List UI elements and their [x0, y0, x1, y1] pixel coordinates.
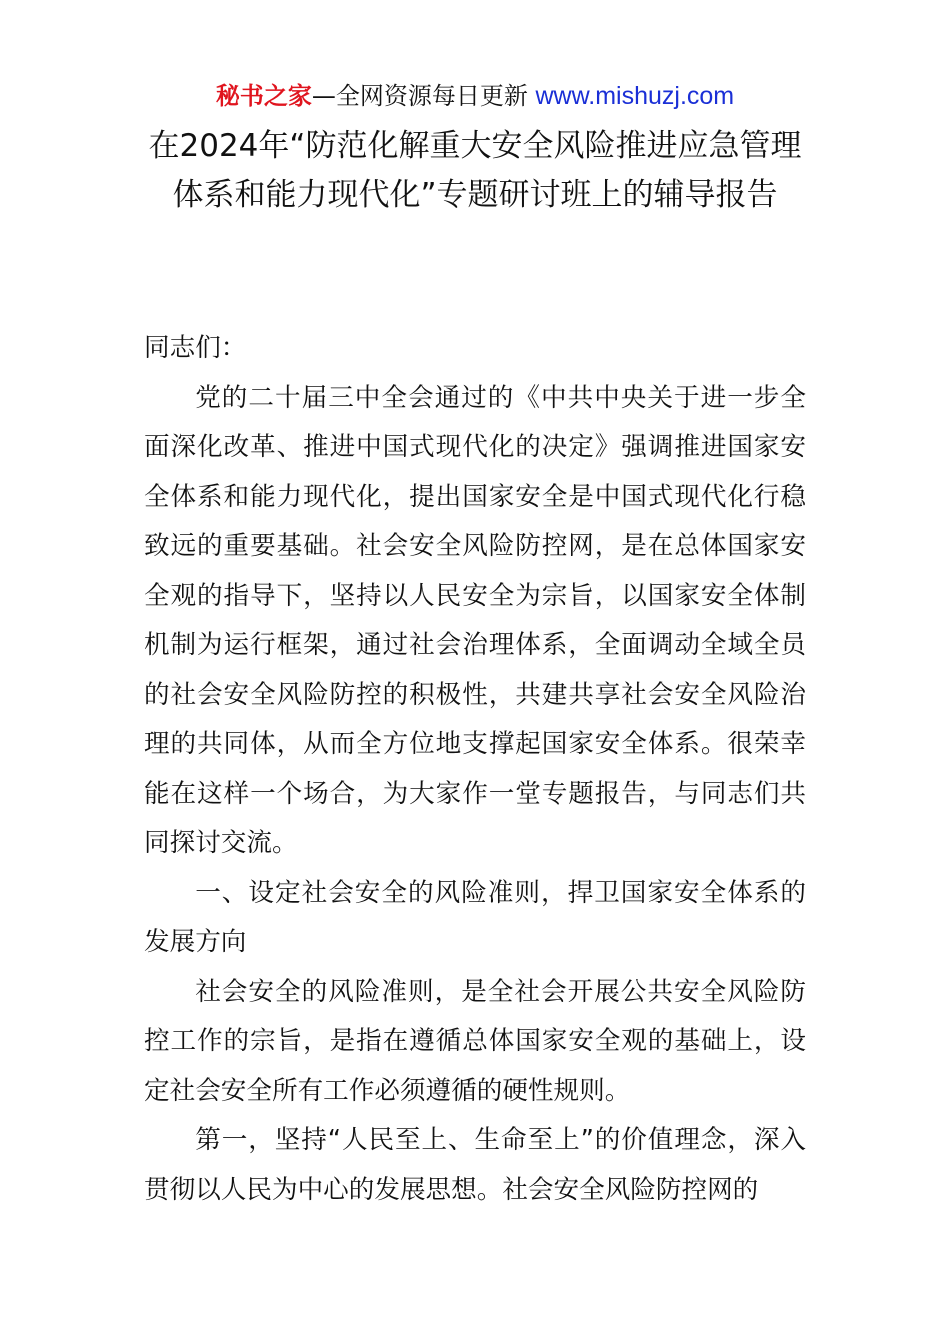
body-paragraph: 党的二十届三中全会通过的《中共中央关于进一步全面深化改革、推进中国式现代化的决定》强调推进国家安全体系和能力现代化，提出国家安全是中国式现代化行稳致远的重要基础。社会安全风险防控网，是在总体国家安全观的指导下，坚持以人民安全为宗旨，以国家安全体制机制为运行框架，通过社会治理体系，全面调动全域全员的社会安全风险防控的积极性，共建共享社会安全风险治理的共同体，从而全方位地支撑起国家安全体系。很荣幸能在这样一个场合，为大家作一堂专题报告，与同志们共同探讨交流。 — [144, 382, 806, 858]
document-title: 在2024年“防范化解重大安全风险推进应急管理体系和能力现代化”专题研讨班上的辅导报告 — [148, 128, 802, 213]
document-body — [144, 324, 806, 1215]
watermark-header — [0, 78, 950, 114]
salutation: 同志们： — [144, 333, 247, 363]
body-paragraph: 第一，坚持“人民至上、生命至上”的价值理念，深入贯彻以人民为中心的发展思想。社会安全风险防控网的 — [144, 1125, 806, 1205]
watermark-brand: 秘书之家 — [215, 82, 312, 110]
watermark-tagline: —全网资源每日更新 — [311, 82, 528, 110]
section-heading: 一、设定社会安全的风险准则，捍卫国家安全体系的发展方向 — [144, 877, 806, 957]
watermark-url[interactable]: www.mishuzj.com — [535, 82, 735, 110]
body-paragraph: 社会安全的风险准则，是全社会开展公共安全风险防控工作的宗旨，是指在遵循总体国家安全观的基础上，设定社会安全所有工作必须遵循的硬性规则。 — [144, 976, 806, 1106]
